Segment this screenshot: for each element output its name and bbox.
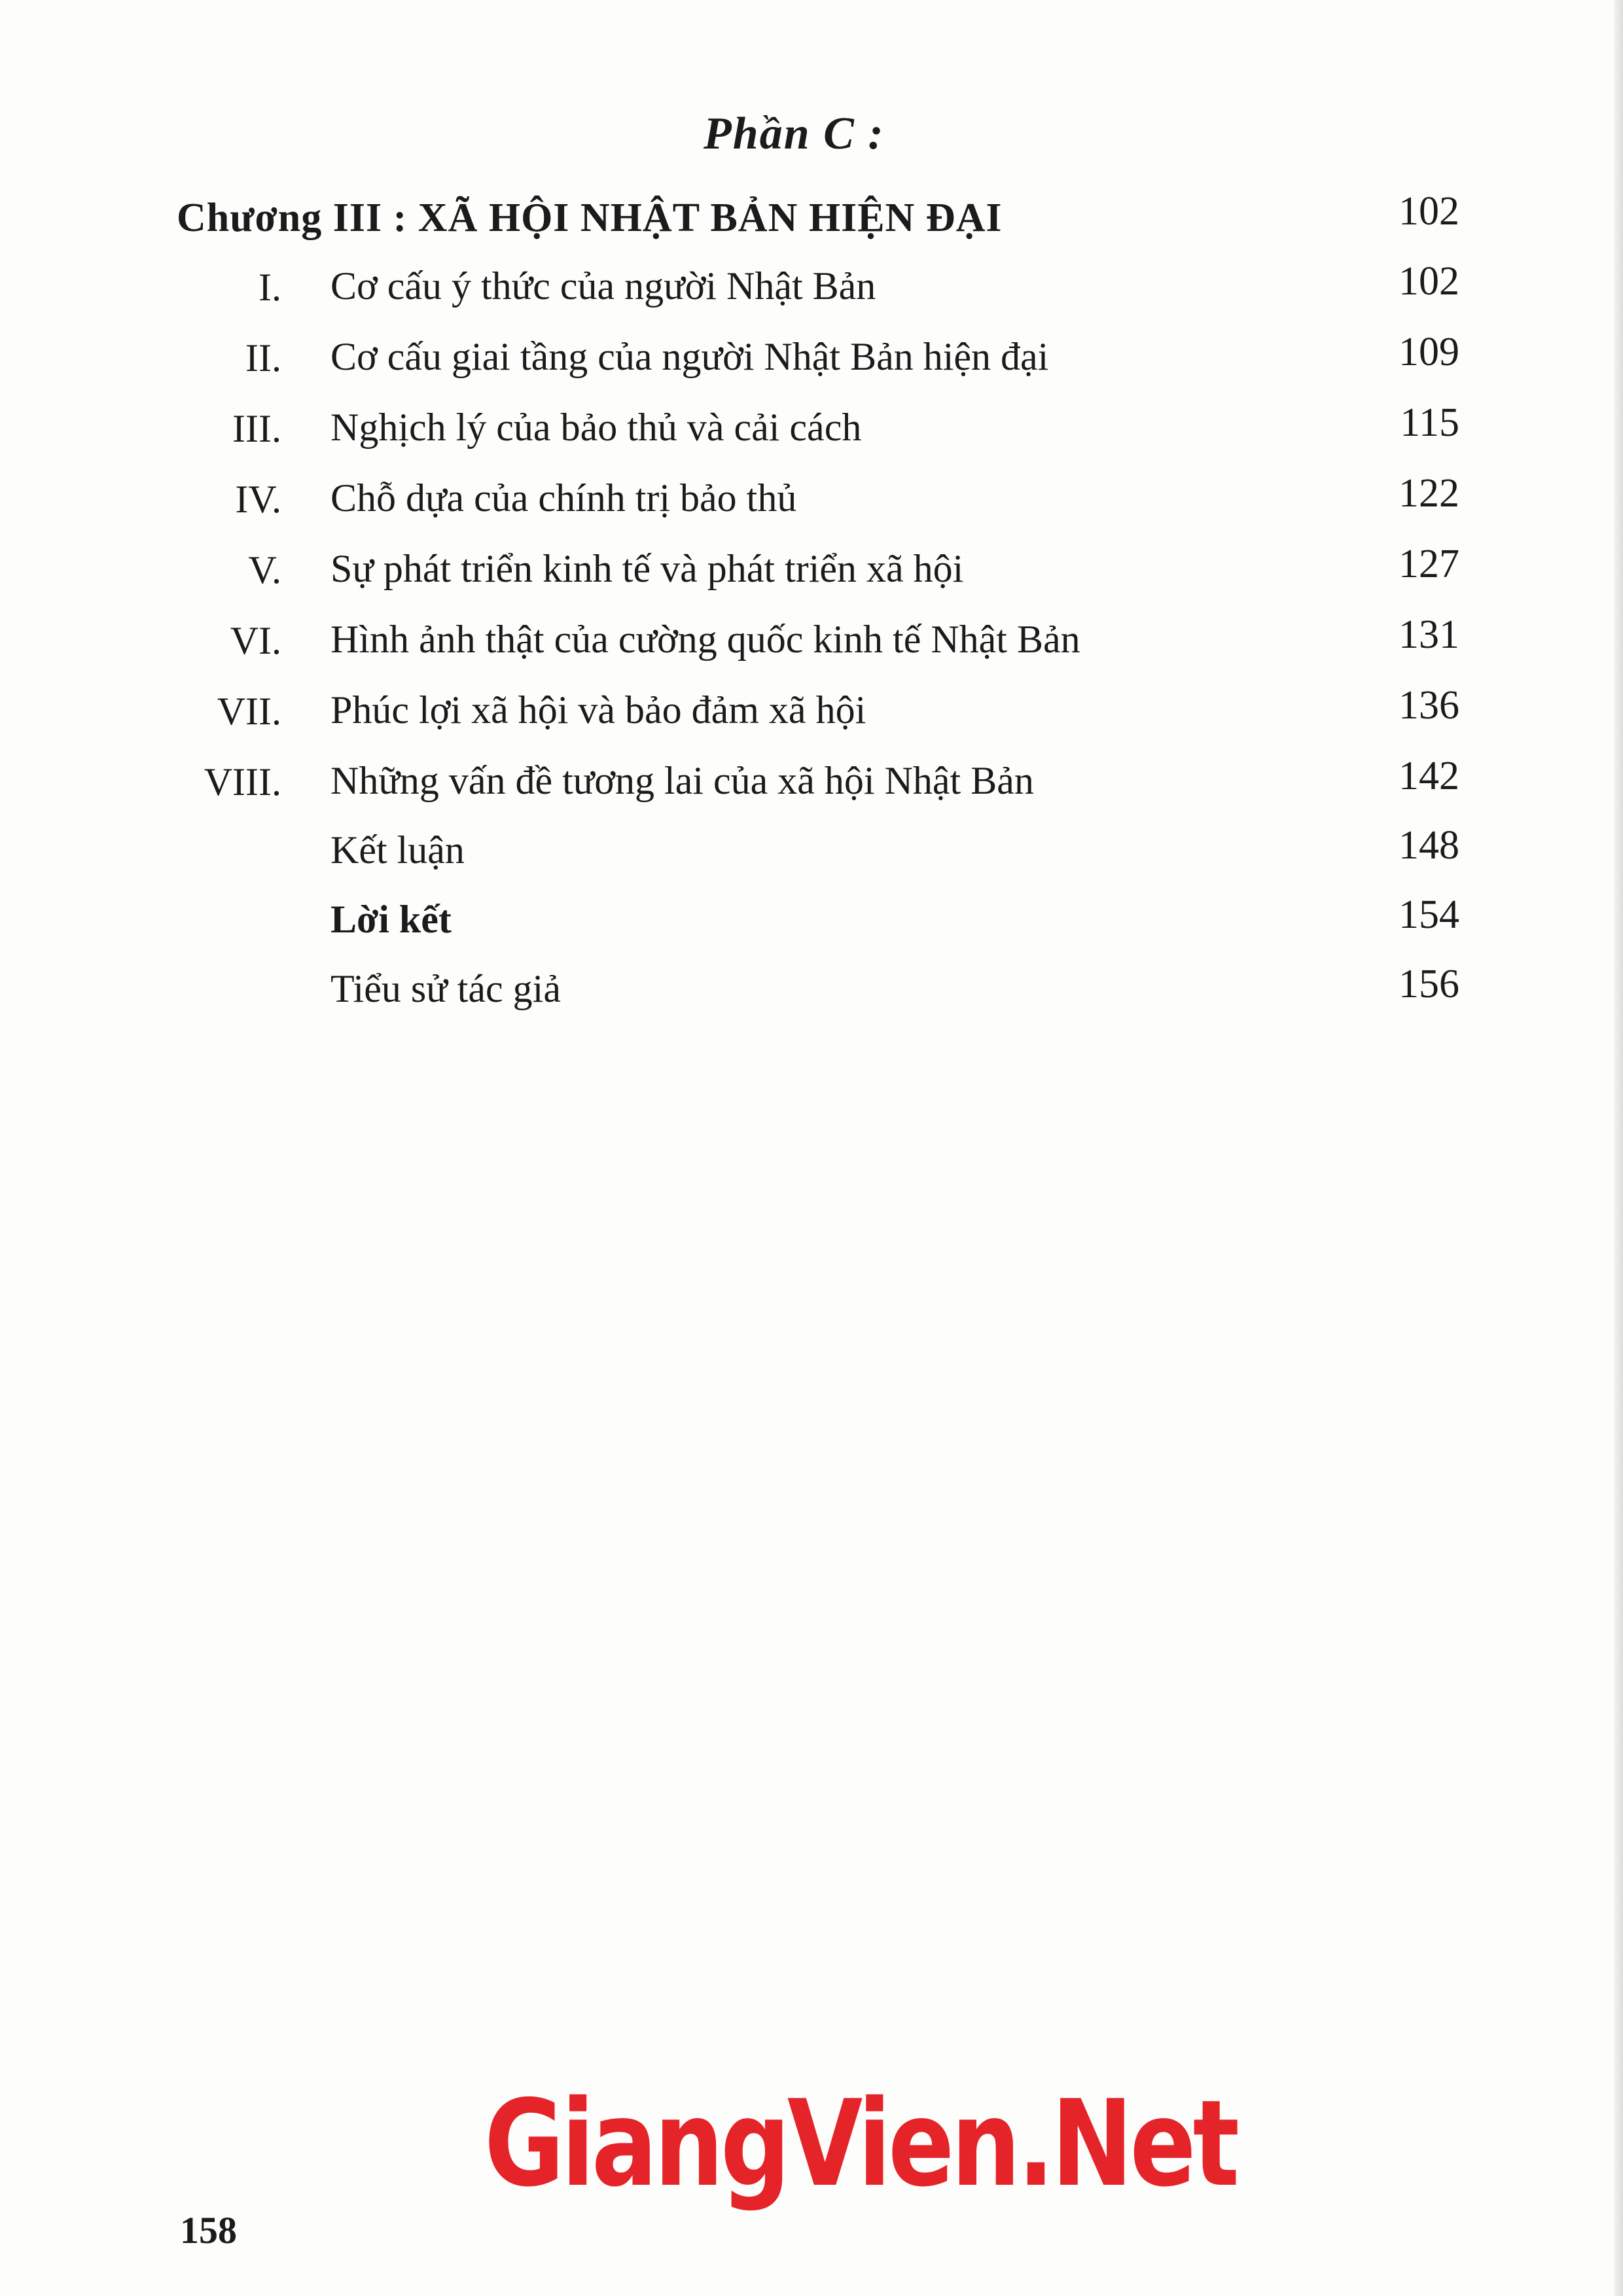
- toc-entry-number: VIII.: [204, 760, 281, 804]
- toc-entry: [0, 892, 1623, 951]
- toc-entry-title: Tiểu sử tác giả: [330, 967, 561, 1010]
- toc-entry-number: I.: [259, 266, 281, 309]
- toc-entry-page: 122: [1399, 471, 1459, 516]
- chapter-row: [177, 188, 1459, 247]
- page-number: 158: [180, 2209, 237, 2252]
- toc-entry-page: 102: [1399, 259, 1459, 304]
- part-title: Phần C :: [704, 109, 885, 159]
- toc-entry-page: 148: [1399, 823, 1459, 868]
- toc-entry: [0, 470, 1623, 529]
- chapter-page-number: 102: [1399, 189, 1459, 234]
- toc-entry-number: V.: [248, 548, 281, 592]
- toc-entry-page: 127: [1399, 542, 1459, 586]
- toc-entry-number: III.: [232, 407, 281, 450]
- toc-entry: [0, 753, 1623, 812]
- toc-entry: [0, 682, 1623, 741]
- toc-entry-page: 142: [1399, 754, 1459, 798]
- toc-entry-title: Kết luận: [330, 828, 465, 872]
- watermark-logo: GiangVien.Net: [484, 2074, 1237, 2213]
- toc-entry: [0, 612, 1623, 671]
- toc-entry: [0, 329, 1623, 388]
- toc-entry-page: 115: [1400, 400, 1459, 445]
- toc-entry-title: Nghịch lý của bảo thủ và cải cách: [330, 406, 862, 449]
- toc-entry-number: VII.: [217, 690, 281, 733]
- toc-entry-number: II.: [245, 336, 281, 380]
- toc-entry-number: VI.: [230, 619, 281, 662]
- toc-entry-title: Lời kết: [330, 898, 452, 941]
- toc-entry-title: Những vấn đề tương lai của xã hội Nhật Bản: [330, 759, 1034, 802]
- toc-entry-title: Chỗ dựa của chính trị bảo thủ: [330, 476, 797, 520]
- toc-entry: [0, 400, 1623, 459]
- toc-entry-page: 136: [1399, 683, 1459, 728]
- toc-entry: [0, 822, 1623, 881]
- toc-entry: [0, 961, 1623, 1020]
- toc-entry-page: 154: [1399, 892, 1459, 937]
- toc-entry-page: 131: [1399, 612, 1459, 657]
- toc-entry: [0, 258, 1623, 317]
- toc-entry-title: Cơ cấu giai tầng của người Nhật Bản hiện đại: [330, 335, 1049, 378]
- chapter-title: Chương III : XÃ HỘI NHẬT BẢN HIỆN ĐẠI: [177, 196, 1003, 240]
- toc-entry-page: 156: [1399, 962, 1459, 1006]
- toc-entry-title: Hình ảnh thật của cường quốc kinh tế Nhật Bản: [330, 618, 1080, 661]
- toc-entry-title: Cơ cấu ý thức của người Nhật Bản: [330, 264, 876, 308]
- toc-entry-title: Phúc lợi xã hội và bảo đảm xã hội: [330, 688, 866, 732]
- toc-entry: [0, 541, 1623, 600]
- toc-entry-page: 109: [1399, 330, 1459, 374]
- toc-entry-title: Sự phát triển kinh tế và phát triển xã hội: [330, 547, 964, 590]
- toc-entry-number: IV.: [235, 478, 281, 521]
